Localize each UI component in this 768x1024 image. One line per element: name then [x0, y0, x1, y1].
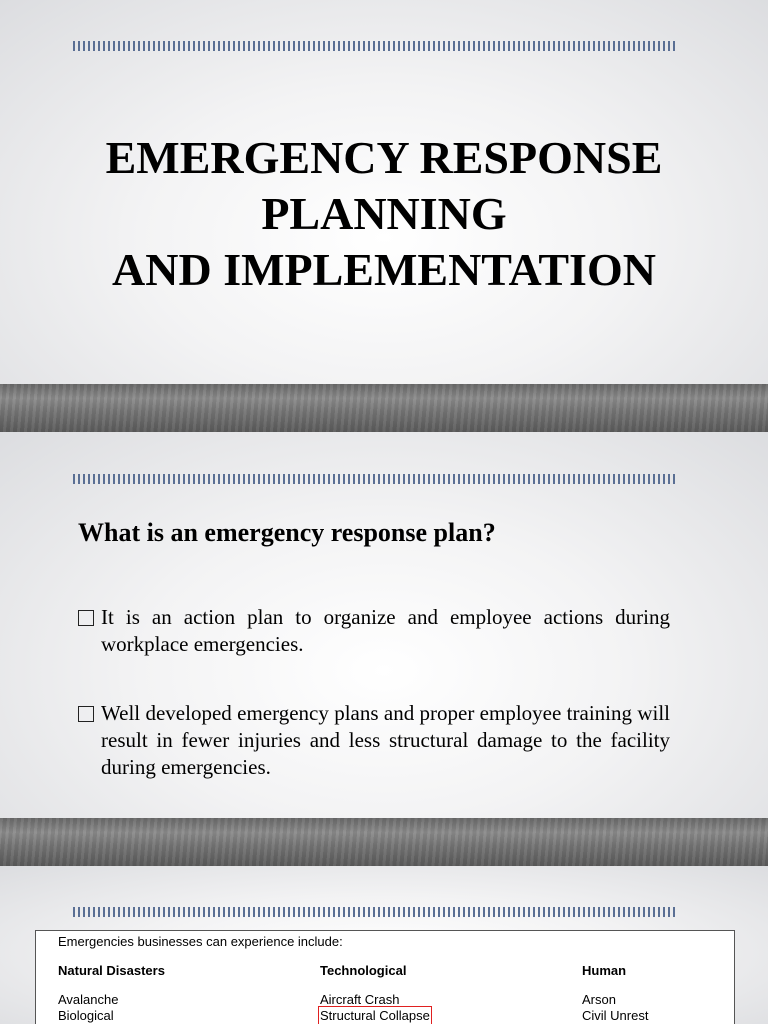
list-item: Civil Unrest: [582, 1008, 649, 1023]
column-human: [582, 963, 648, 1024]
presentation-title: [0, 130, 768, 298]
emergency-types-table: [35, 930, 735, 1024]
bullet-item: [78, 700, 670, 781]
bullet-item: [78, 604, 670, 658]
column-natural-disasters: [58, 963, 165, 1024]
square-bullet-icon: [78, 706, 94, 722]
list-item: Avalanche: [58, 992, 119, 1007]
table-intro: Emergencies businesses can experience include:: [58, 934, 343, 949]
dashed-rule: [73, 41, 677, 51]
slide-definition: [0, 432, 768, 866]
title-line: AND IMPLEMENTATION: [112, 244, 656, 295]
texture-band: [0, 384, 768, 432]
column-header: Technological: [320, 963, 407, 978]
square-bullet-icon: [78, 610, 94, 626]
column-technological: [320, 963, 430, 1024]
title-line: EMERGENCY RESPONSE: [105, 132, 663, 183]
column-header: Natural Disasters: [58, 963, 165, 978]
highlighted-list-item: Structural Collapse: [320, 1008, 430, 1023]
texture-band: [0, 818, 768, 866]
dashed-rule: [73, 907, 677, 917]
slide-emergency-types: [0, 866, 768, 1024]
slide-title: [0, 0, 768, 432]
bullet-text: Well developed emergency plans and proper employee training will result in fewer injuries and less structural damage to the facility during emergencies.: [101, 701, 670, 779]
list-item: Aircraft Crash: [320, 992, 400, 1007]
bullet-text: It is an action plan to organize and employee actions during workplace emergencies.: [101, 605, 670, 656]
list-item: Arson: [582, 992, 616, 1007]
slide-heading: What is an emergency response plan?: [78, 518, 496, 547]
title-line: PLANNING: [261, 188, 507, 239]
list-item: Biological: [58, 1008, 114, 1023]
dashed-rule: [73, 474, 677, 484]
column-header: Human: [582, 963, 627, 978]
